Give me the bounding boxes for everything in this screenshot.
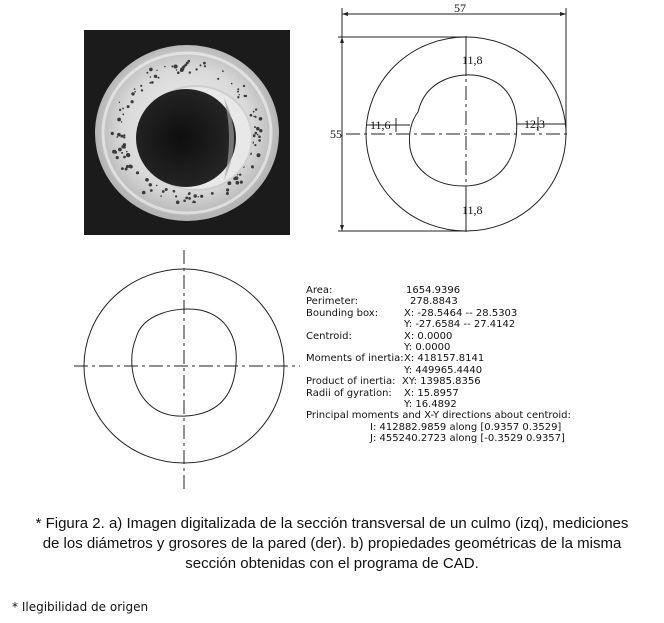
principal-j: J: 455240.2723 along [-0.3529 0.9357]: [370, 433, 565, 445]
pore-dot: [177, 71, 180, 74]
pore-dot: [151, 81, 154, 84]
pore-dot: [189, 71, 191, 73]
pore-dot: [237, 88, 239, 90]
pore-dot: [259, 117, 263, 121]
pore-dot: [119, 102, 120, 103]
pore-dot: [204, 65, 206, 67]
pore-dot: [222, 70, 224, 72]
pore-dot: [243, 85, 245, 87]
pore-dot: [231, 83, 233, 85]
pore-dot: [120, 135, 123, 138]
pore-dot: [149, 183, 152, 186]
pore-dot: [257, 153, 261, 157]
pore-dot: [183, 65, 186, 68]
pore-dot: [254, 116, 256, 118]
pore-dot: [185, 197, 188, 200]
area-value: 1654.9396: [406, 285, 461, 296]
pore-dot: [131, 100, 134, 103]
pore-dot: [150, 189, 153, 192]
caption-line-1: * Figura 2. a) Imagen digitalizada de la sección transversal de un culmo (izq), mediciones: [35, 515, 629, 532]
pore-dot: [129, 165, 133, 169]
pore-dot: [141, 89, 143, 91]
pore-dot: [239, 94, 240, 95]
pore-dot: [255, 108, 257, 110]
pore-dot: [194, 201, 196, 203]
pore-dot: [158, 77, 160, 79]
pore-dot: [171, 65, 173, 67]
dim-width-label: 57: [454, 1, 466, 15]
footnote: * Ilegibilidad de origen: [12, 600, 149, 614]
pore-dot: [194, 194, 197, 197]
pore-dot: [131, 92, 134, 95]
pore-dot: [200, 195, 203, 198]
pore-dot: [257, 134, 259, 136]
pore-dot: [164, 66, 166, 68]
pore-dot: [253, 111, 255, 113]
pore-dot: [236, 181, 240, 185]
radii-label: Radii of gyration:: [306, 387, 392, 399]
pore-dot: [259, 129, 262, 132]
pore-dot: [116, 136, 118, 138]
pore-dot: [188, 197, 191, 200]
pore-dot: [126, 153, 130, 157]
pore-dot: [226, 192, 229, 195]
product-label: Product of inertia:: [306, 376, 396, 388]
dim-wall-top-label: 11,8: [462, 53, 483, 67]
culm-photo-image: [84, 30, 290, 235]
pore-dot: [123, 134, 125, 136]
pore-dot: [126, 151, 128, 153]
pore-dot: [226, 188, 229, 191]
radii-x: X: 15.8957: [404, 387, 459, 399]
pore-dot: [173, 190, 176, 193]
pore-dot: [211, 192, 214, 195]
pore-dot: [140, 85, 142, 87]
pore-dot: [254, 126, 256, 128]
dim-wall-left-label: 11,6: [370, 118, 391, 132]
pore-dot: [118, 148, 122, 152]
pore-dot: [134, 88, 136, 90]
area-label: Area:: [306, 285, 333, 296]
pore-dot: [160, 195, 162, 197]
pore-dot: [117, 133, 120, 136]
pore-dot: [198, 196, 199, 197]
pore-dot: [258, 135, 261, 138]
dim-wall-right-label: 12,3: [524, 117, 545, 131]
caption-line-2: de los diámetros y grosores de la pared (der). b) propiedades geométricas de la misma: [42, 535, 622, 552]
pore-dot: [116, 156, 119, 159]
pore-dot: [183, 199, 186, 202]
pore-dot: [122, 108, 124, 110]
dim-wall-bottom-label: 11,8: [462, 203, 483, 217]
pore-dot: [150, 76, 152, 78]
pore-dot: [228, 181, 232, 185]
pore-dot: [175, 195, 177, 197]
pore-dot: [254, 144, 256, 146]
pore-dot: [252, 167, 254, 169]
pore-dot: [200, 64, 202, 66]
pore-dot: [127, 105, 130, 108]
pore-dot: [237, 91, 239, 93]
pore-dot: [123, 136, 125, 138]
principal-label: Principal moments and X-Y directions about centroid:: [306, 410, 571, 422]
pore-dot: [240, 181, 243, 184]
pore-dot: [176, 69, 177, 70]
pore-dot: [257, 128, 259, 130]
moments-y: Y: 449965.4440: [404, 364, 483, 376]
pore-dot: [149, 82, 151, 84]
figure-caption: [0, 514, 664, 574]
pore-dot: [258, 139, 261, 142]
pore-dot: [165, 188, 168, 191]
moments-x: X: 418157.8141: [404, 353, 485, 365]
pore-dot: [239, 174, 241, 176]
caption-line-3: sección obtenidas con el programa de CAD.: [185, 555, 479, 572]
pore-dot: [174, 65, 178, 69]
pore-dot: [188, 193, 190, 195]
bbox-x: X: -28.5464 -- 28.5303: [404, 307, 518, 319]
cad-section-drawing: [70, 248, 306, 494]
pore-dot: [156, 70, 157, 71]
inner-contour: [409, 75, 516, 186]
pore-dot: [114, 150, 116, 152]
culm-cross-section-photo: [84, 30, 290, 235]
perimeter-value: 278.8843: [410, 296, 458, 308]
moments-label: Moments of inertia:: [306, 353, 404, 365]
pore-dot: [156, 185, 158, 187]
pore-dot: [117, 118, 121, 122]
pore-dot: [119, 109, 121, 111]
pore-dot: [121, 121, 122, 122]
pore-dot: [146, 72, 148, 74]
pore-dot: [154, 75, 157, 78]
pore-dot: [217, 78, 219, 80]
pore-dot: [121, 152, 123, 154]
dim-height-label: 55: [330, 127, 342, 141]
perimeter-label: Perimeter:: [306, 296, 358, 308]
centroid-label: Centroid:: [306, 330, 352, 342]
bbox-label: Bounding box:: [306, 307, 379, 319]
centroid-y: Y: 0.0000: [404, 342, 451, 353]
pore-dot: [121, 145, 124, 148]
dimension-drawing: [330, 0, 580, 245]
pore-dot: [111, 132, 114, 135]
principal-i: I: 412882.9859 along [0.9357 0.3529]: [370, 421, 562, 433]
pore-dot: [162, 190, 165, 193]
radii-y: Y: 16.4892: [404, 399, 457, 410]
pore-dot: [237, 96, 239, 98]
pore-dot: [203, 62, 206, 65]
pore-dot: [149, 68, 153, 72]
pore-dot: [250, 114, 253, 117]
pore-dot: [142, 191, 146, 195]
bbox-y: Y: -27.6584 -- 27.4142: [404, 319, 516, 331]
pore-dot: [145, 178, 149, 182]
pore-dot: [136, 171, 139, 174]
pore-dot: [134, 91, 136, 93]
pore-dot: [176, 201, 180, 205]
pore-dot: [255, 132, 258, 135]
pore-dot: [188, 60, 191, 63]
pore-dot: [195, 68, 197, 70]
product-xy: XY: 13985.8356: [402, 376, 481, 388]
pore-dot: [121, 167, 124, 170]
pore-dot: [123, 156, 126, 159]
centroid-x: X: 0.0000: [404, 330, 453, 342]
pore-dot: [122, 114, 124, 116]
pore-dot: [245, 95, 247, 97]
pore-dot: [192, 201, 194, 203]
